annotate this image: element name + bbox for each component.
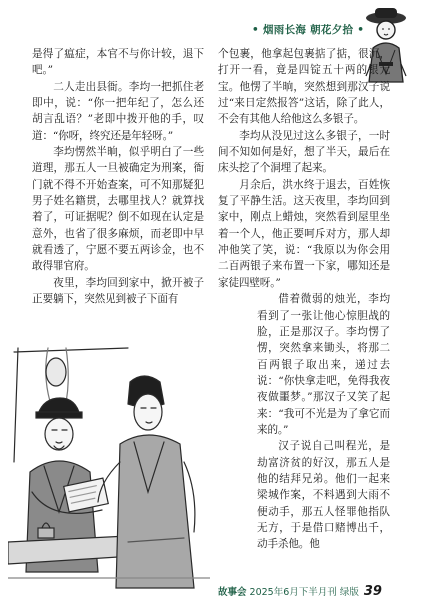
issue-label: 2025年6月下半月刊 [249,587,337,598]
left-column-paragraph: 是得了瘟症，本官不与你计较，退下吧。” [32,48,204,77]
magazine-brand: 故事会 [218,587,247,598]
right-column-paragraph: 个包裹，他拿起包裹掂了掂，很沉，打开一看，竟是四锭五十两的银元宝。他愣了半晌，突然想到那汉子说过“来日定然报答”这话，除了此人，不会有其他人给他这么多银子。 [218,48,390,126]
left-text-column [32,46,204,308]
left-column-paragraph: 二人走出县衙。李均一把抓住老即中，说：“你一把年纪了，怎么还胡言乱语？”老即中拨开他的手，叹道：“你呀，终究还是年轻呀。” [32,80,204,142]
column-header: • 烟雨长海 朝花夕拾 • [252,24,365,36]
right-column-paragraph: 借着微弱的烛光，李均看到了一张让他心惊胆战的脸，正是那汉子。李均愣了愣，突然拿来锄头，将那二百两银子取出来，递过去说：“你快拿走吧，免得我夜夜做噩梦。”那汉子又笑了起来：“我可不光是为了拿它而来的。” [257,293,390,436]
page-footer [218,584,382,599]
page-number: 39 [363,584,382,599]
edition-label: 绿版 [339,587,359,598]
right-column-paragraph: 月余后，洪水终于退去，百姓恢复了平静生活。这天夜里，李均回到家中，刚点上蜡烛，突然看到屋里坐着一个人，他正要呵斥对方，那人却冲他笑了笑，说：“我原以为你会用二百两银子来布置一下家，哪知还是家徒四壁呀。” [218,178,390,289]
left-column-paragraph: 夜里，李均回到家中，掀开被子正要躺下，突然见到被子下面有 [32,276,204,306]
right-column-paragraph: 汉子说自己叫程光，是劫富济贫的好汉，那五人是他的结拜兄弟。他们一起来梁城作案，不料遇到大雨不便动手，那五人怪罪他指队无方，于是借口赌博出千，动手杀他。他 [257,440,390,551]
right-column-paragraph: 李均从没见过这么多银子，一时间不知如何是好，想了半天，最后在床头挖了个洞埋了起来。 [218,129,390,175]
right-text-column [218,46,390,553]
left-column-paragraph: 李均愣然半晌，似乎明白了一些道理，那五人一旦被确定为刑案，衙门就不得不开始查案，可不知那疑犯男子姓名籍贯，去哪里找人？就算找着了，可证据呢？倒不如现在认定是意外，也省了很多麻烦，而老即中早就看透了，宁愿不要五两诊金，也不敢得罪官府。 [32,146,204,273]
official-reading-scroll-illustration [8,342,210,590]
